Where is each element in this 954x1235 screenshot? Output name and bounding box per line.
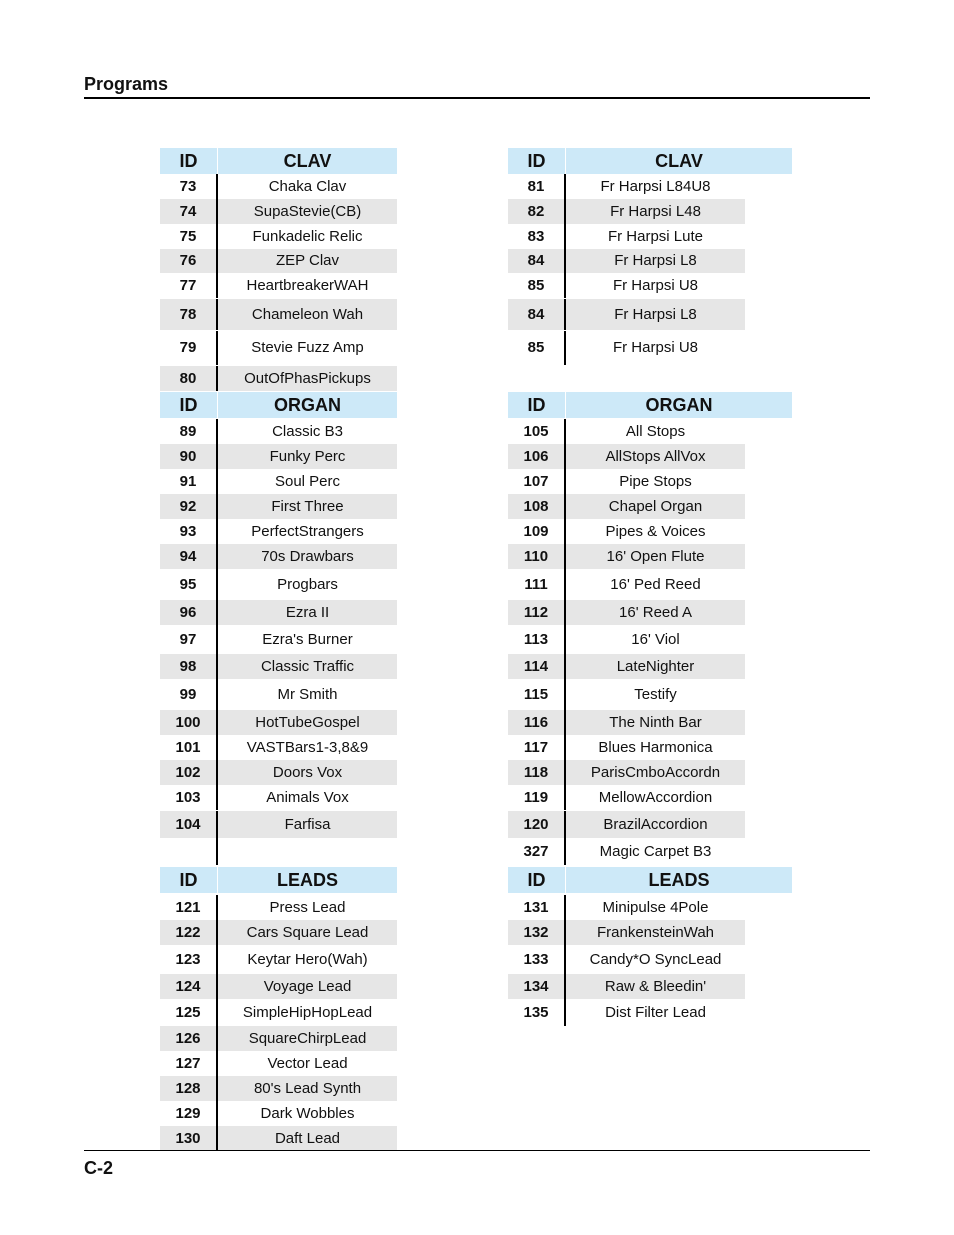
program-name: MellowAccordion — [598, 789, 713, 806]
program-id: 134 — [508, 974, 566, 999]
program-name — [218, 838, 397, 865]
clav-column-header: CLAV — [655, 151, 703, 171]
program-id: 103 — [160, 785, 218, 810]
program-name: 70s Drawbars — [218, 544, 397, 569]
program-id: 102 — [160, 760, 218, 785]
leads-column-header: LEADS — [276, 870, 338, 890]
program-id: 126 — [160, 1026, 218, 1051]
program-id: 119 — [508, 785, 566, 810]
program-id: 84 — [508, 249, 566, 273]
program-name: Testify — [634, 686, 677, 703]
program-id: 74 — [160, 199, 218, 224]
program-name: Chapel Organ — [566, 494, 745, 519]
program-id: 113 — [508, 625, 566, 654]
program-name: Blues Harmonica — [598, 739, 713, 756]
program-name: Pipe Stops — [619, 473, 692, 490]
program-name: Daft Lead — [218, 1126, 397, 1151]
program-name: Animals Vox — [266, 789, 349, 806]
program-name: Ezra II — [218, 600, 397, 625]
program-name: 80's Lead Synth — [218, 1076, 397, 1101]
program-name: FrankensteinWah — [566, 920, 745, 945]
program-name: Minipulse 4Pole — [602, 899, 709, 916]
program-id: 85 — [508, 273, 566, 298]
program-name: OutOfPhasPickups — [218, 366, 397, 391]
program-id: 94 — [160, 544, 218, 569]
id-column-header: ID — [160, 867, 218, 893]
program-id: 96 — [160, 600, 218, 625]
program-name: Funkadelic Relic — [252, 228, 363, 245]
program-id: 73 — [160, 174, 218, 199]
program-id — [160, 838, 218, 865]
program-id: 112 — [508, 600, 566, 625]
program-name: Voyage Lead — [218, 974, 397, 999]
program-id: 83 — [508, 224, 566, 249]
program-id: 133 — [508, 945, 566, 974]
program-id: 111 — [508, 569, 566, 600]
program-name: AllStops AllVox — [566, 444, 745, 469]
program-id: 116 — [508, 710, 566, 735]
program-id: 93 — [160, 519, 218, 544]
program-id: 104 — [160, 811, 218, 838]
program-name: SquareChirpLead — [218, 1026, 397, 1051]
program-name: SupaStevie(CB) — [218, 199, 397, 224]
leads-header-right — [508, 867, 792, 893]
program-id: 129 — [160, 1101, 218, 1126]
program-id: 92 — [160, 494, 218, 519]
program-name: Farfisa — [218, 811, 397, 838]
id-column-header: ID — [160, 392, 218, 418]
program-name: Ezra's Burner — [262, 631, 353, 648]
id-column-header: ID — [160, 148, 218, 174]
program-name: Chameleon Wah — [218, 299, 397, 330]
program-name: Fr Harpsi L84U8 — [600, 178, 711, 195]
program-id: 128 — [160, 1076, 218, 1101]
program-name: Press Lead — [269, 899, 346, 916]
program-id: 120 — [508, 811, 566, 838]
program-id: 109 — [508, 519, 566, 544]
program-name: Fr Harpsi L8 — [566, 249, 745, 273]
program-id: 80 — [160, 366, 218, 391]
program-id: 106 — [508, 444, 566, 469]
program-name: Funky Perc — [218, 444, 397, 469]
program-id: 89 — [160, 419, 218, 444]
program-name: Pipes & Voices — [605, 523, 706, 540]
program-name: Dist Filter Lead — [605, 1004, 706, 1021]
program-id: 90 — [160, 444, 218, 469]
program-name: Doors Vox — [218, 760, 397, 785]
program-id: 81 — [508, 174, 566, 199]
id-column-header: ID — [508, 867, 566, 893]
program-id: 101 — [160, 735, 218, 760]
program-name: PerfectStrangers — [251, 523, 364, 540]
program-name: Cars Square Lead — [218, 920, 397, 945]
program-id: 127 — [160, 1051, 218, 1076]
program-name: 16' Open Flute — [566, 544, 745, 569]
program-name: BrazilAccordion — [566, 811, 745, 838]
program-id: 108 — [508, 494, 566, 519]
program-name: The Ninth Bar — [566, 710, 745, 735]
program-id: 124 — [160, 974, 218, 999]
header-rule — [84, 97, 870, 99]
leads-column-header: LEADS — [648, 870, 710, 890]
program-id: 79 — [160, 331, 218, 365]
program-name: Fr Harpsi U8 — [612, 277, 698, 294]
program-name: Keytar Hero(Wah) — [247, 951, 368, 968]
program-name: Mr Smith — [277, 686, 338, 703]
program-name: Fr Harpsi U8 — [612, 339, 698, 356]
program-name: Candy*O SyncLead — [589, 951, 722, 968]
program-id: 107 — [508, 469, 566, 494]
program-name: VASTBars1-3,8&9 — [246, 739, 369, 756]
program-name: Chaka Clav — [268, 178, 347, 195]
program-name: LateNighter — [566, 654, 745, 679]
program-name: Dark Wobbles — [260, 1105, 355, 1122]
program-id: 82 — [508, 199, 566, 224]
program-id: 99 — [160, 679, 218, 710]
program-id: 97 — [160, 625, 218, 654]
program-id: 105 — [508, 419, 566, 444]
program-id: 132 — [508, 920, 566, 945]
program-name: 16' Ped Reed — [610, 576, 701, 593]
clav-header-left — [160, 148, 397, 174]
program-id: 91 — [160, 469, 218, 494]
program-name: Stevie Fuzz Amp — [251, 339, 364, 356]
page-header-title: Programs — [84, 74, 169, 94]
footer-rule — [84, 1150, 870, 1151]
program-id: 110 — [508, 544, 566, 569]
leads-header-left — [160, 867, 397, 893]
clav-header-right — [508, 148, 792, 174]
program-id: 118 — [508, 760, 566, 785]
program-id: 115 — [508, 679, 566, 710]
organ-column-header: ORGAN — [274, 395, 341, 415]
program-id: 117 — [508, 735, 566, 760]
organ-header-right — [508, 392, 792, 418]
program-id: 76 — [160, 249, 218, 273]
program-id: 75 — [160, 224, 218, 249]
program-id: 114 — [508, 654, 566, 679]
program-id: 123 — [160, 945, 218, 974]
program-name: ZEP Clav — [218, 249, 397, 273]
id-column-header: ID — [508, 392, 566, 418]
program-id: 125 — [160, 999, 218, 1026]
program-name: Vector Lead — [267, 1055, 348, 1072]
program-name: HotTubeGospel — [218, 710, 397, 735]
program-id: 130 — [160, 1126, 218, 1151]
program-name: Classic Traffic — [218, 654, 397, 679]
program-name: 16' Viol — [631, 631, 680, 648]
program-id: 98 — [160, 654, 218, 679]
program-name: Classic B3 — [272, 423, 343, 440]
program-name: Fr Harpsi L8 — [566, 299, 745, 330]
program-name: Raw & Bleedin' — [566, 974, 745, 999]
program-id: 327 — [508, 838, 566, 865]
program-id: 78 — [160, 299, 218, 330]
program-id: 85 — [508, 331, 566, 365]
program-id: 100 — [160, 710, 218, 735]
program-name: SimpleHipHopLead — [242, 1004, 373, 1021]
program-name: Fr Harpsi L48 — [566, 199, 745, 224]
program-name: Soul Perc — [274, 473, 341, 490]
clav-column-header: CLAV — [283, 151, 332, 171]
id-column-header: ID — [508, 148, 566, 174]
program-id: 121 — [160, 895, 218, 920]
program-id: 122 — [160, 920, 218, 945]
program-id: 131 — [508, 895, 566, 920]
page-number: C-2 — [84, 1158, 114, 1178]
organ-column-header: ORGAN — [645, 395, 713, 415]
program-name: First Three — [218, 494, 397, 519]
program-name: 16' Reed A — [566, 600, 745, 625]
program-name: ParisCmboAccordn — [566, 760, 745, 785]
program-name: Progbars — [277, 576, 338, 593]
program-id: 77 — [160, 273, 218, 298]
program-name: Magic Carpet B3 — [599, 843, 712, 860]
program-name: Fr Harpsi Lute — [607, 228, 704, 245]
program-name: HeartbreakerWAH — [246, 277, 369, 294]
program-id: 95 — [160, 569, 218, 600]
organ-header-left — [160, 392, 397, 418]
program-name: All Stops — [625, 423, 686, 440]
program-id: 135 — [508, 999, 566, 1026]
program-id: 84 — [508, 299, 566, 330]
